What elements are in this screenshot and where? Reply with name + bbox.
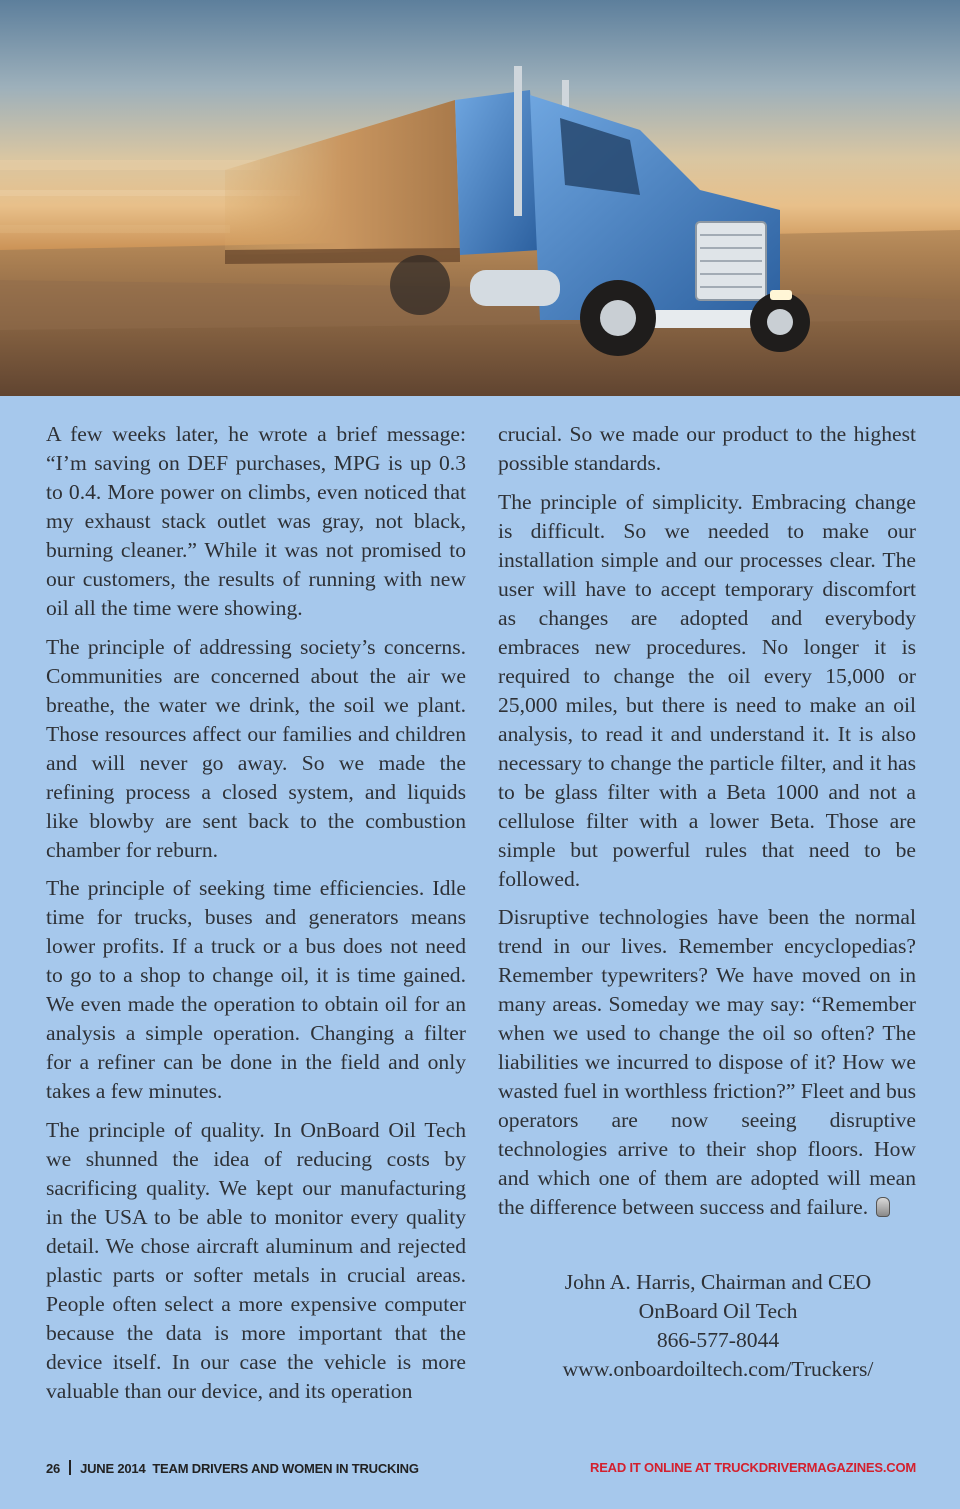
article-right-column (498, 420, 916, 1232)
author-signature-block (498, 1268, 916, 1384)
author-phone: 866-577-8044 (656, 1328, 780, 1352)
article-paragraph: The principle of simplicity. Embracing change is difficult. So we needed to make our installation simple and our processes clear. The user will have to accept temporary discomfort as changes are adopted and everybody embraces new procedures. No longer it is required to change the oil every 15,000 or 25,000 miles, but there is need to make an oil analysis, to read it and understand it. It is also necessary to change the particle filter, and it has to be glass filter with a Beta 1000 and not a cellulose filter with a lower Beta. Those are simple but powerful rules that need to be followed. (498, 489, 916, 891)
article-paragraph: The principle of seeking time efficiencies. Idle time for trucks, buses and generators means lower profits. If a truck or a bus does not need to go to a shop to change oil, it is time gained. We even made the operation to obtain oil for an analysis a simple operation. Changing a filter for a refiner can be done in the field and only takes a few minutes. (46, 876, 466, 1103)
page-footer (46, 1460, 916, 1478)
article-paragraph: The principle of quality. In OnBoard Oil Tech we shunned the idea of reducing costs by sacrificing quality. We kept our manufacturing in the USA to be able to monitor every quality detail. We chose aircraft aluminum and rejected plastic parts or softer metals in crucial areas. People often select a more expensive computer because the data is more important that the device itself. In our case the vehicle is more valuable than our device, and its operation (46, 1117, 466, 1403)
author-company: OnBoard Oil Tech (638, 1299, 798, 1323)
article-paragraph-final (498, 903, 916, 1222)
footer-issue-info (46, 1460, 419, 1476)
hero-truck-image (0, 0, 960, 396)
article-paragraph: A few weeks later, he wrote a brief message: “I’m saving on DEF purchases, MPG is up 0.3 to 0.4. More power on climbs, even noticed that my exhaust stack outlet was gray, not black, burning cleaner.” While it was not promised to our customers, the results of running with new oil all the time were showing. (46, 422, 466, 620)
article-paragraph: The principle of addressing society’s concerns. Communities are concerned about the air we breathe, the water we drink, the soil we plant. Those resources affect our families and children and will never go away. So we made the refining process a closed system, and liquids like blowby are sent back to the combustion chamber for reburn. (46, 634, 466, 862)
page-number: 26 (46, 1461, 61, 1476)
author-name: John A. Harris, Chairman and CEO (564, 1270, 872, 1294)
article-left-column (46, 420, 466, 1415)
article-paragraph: crucial. So we made our product to the highest possible standards. (498, 422, 916, 475)
oil-drop-end-mark-icon (876, 1197, 890, 1217)
read-online-link[interactable]: READ IT ONLINE AT TRUCKDRIVERMAGAZINES.COM (590, 1460, 916, 1475)
truck-illustration (0, 0, 960, 396)
issue-date: JUNE 2014 (80, 1461, 146, 1476)
article-paragraph-text: Disruptive technologies have been the normal trend in our lives. Remember encyclopedias? Remember typewriters? We have moved on in many areas. Someday we may say: “Remember when we used to change the oil so often? The liabilities we incurred to dispose of it? How we wasted fuel in worthless friction?” Fleet and bus operators are now seeing disruptive technologies arrive to their shop floors. How and which one of them are adopted will mean the difference between success and failure. (498, 905, 916, 1219)
footer-divider (69, 1460, 71, 1475)
section-title: TEAM DRIVERS AND WOMEN IN TRUCKING (152, 1461, 419, 1476)
author-website-link[interactable]: www.onboardoiltech.com/Truckers/ (562, 1357, 874, 1381)
